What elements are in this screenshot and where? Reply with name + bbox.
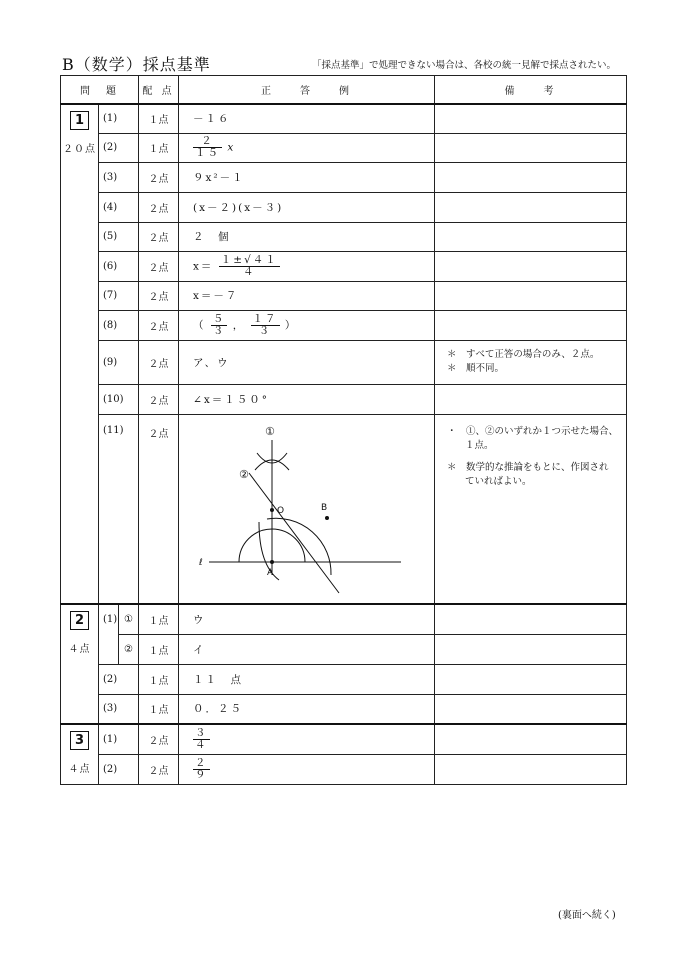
q1-box: 1 <box>70 111 89 130</box>
q1-4-pts: ２点 <box>139 192 179 222</box>
q2-1-sub2: ② <box>119 634 139 664</box>
fig-label-b: B <box>321 502 328 513</box>
q3-1-pts: ２点 <box>139 724 179 754</box>
q2-1-2-ans: イ <box>179 634 435 664</box>
fig-label-1: ① <box>265 424 275 438</box>
q2-3-num: (3) <box>99 694 139 724</box>
q2-total: ４点 <box>68 644 91 655</box>
table-row <box>61 281 627 310</box>
table-row <box>61 222 627 251</box>
q2-2-pts: １点 <box>139 664 179 694</box>
q1-6-ans: x＝ $\frac{1\pm√41}{4}$ <box>179 251 435 281</box>
q1-11-num: (11) <box>99 414 139 604</box>
q3-2-pts: ２点 <box>139 754 179 784</box>
q2-1-1-ans: ウ <box>179 604 435 634</box>
q1-10-ans: ∠x＝１５０° <box>179 384 435 414</box>
col-question: 問 題 <box>61 76 139 105</box>
q3-1-ans: $\frac{3}{4}$ <box>179 724 435 754</box>
col-points: 配 点 <box>139 76 179 105</box>
q1-8-num: (8) <box>99 310 139 340</box>
q1-9-ans: ア、ウ <box>179 340 435 384</box>
table-row <box>61 724 627 754</box>
q1-5-pts: ２点 <box>139 222 179 251</box>
q1-cell <box>61 104 99 604</box>
fig-label-l: ℓ <box>199 557 203 568</box>
q3-cell <box>61 724 99 784</box>
q1-7-num: (7) <box>99 281 139 310</box>
q2-box: 2 <box>70 611 89 630</box>
q1-3-num: (3) <box>99 162 139 192</box>
table-row <box>61 754 627 784</box>
col-remarks: 備 考 <box>435 76 627 105</box>
table-row <box>61 634 627 664</box>
point-o <box>270 508 274 512</box>
q1-3-pts: ２点 <box>139 162 179 192</box>
arc-circle <box>267 518 331 575</box>
q2-cell <box>61 604 99 724</box>
q1-4-num: (4) <box>99 192 139 222</box>
q1-7-ans: x＝－７ <box>179 281 435 310</box>
table-row <box>61 414 627 604</box>
q1-10-pts: ２点 <box>139 384 179 414</box>
q1-1-ans: －１６ <box>179 104 435 133</box>
footer-continue: (裏面へ続く) <box>558 910 616 921</box>
grading-note: 「採点基準」で処理できない場合は、各校の統一見解で採点されたい。 <box>312 60 617 71</box>
bisector-line <box>249 473 339 593</box>
table-row <box>61 162 627 192</box>
q1-1-num: (1) <box>99 104 139 133</box>
q3-2-num: (2) <box>99 754 139 784</box>
table-row <box>61 251 627 281</box>
point-b <box>325 516 329 520</box>
q1-8-pts: ２点 <box>139 310 179 340</box>
q2-2-ans: １１ 点 <box>179 664 435 694</box>
table-row <box>61 604 627 634</box>
q1-6-num: (6) <box>99 251 139 281</box>
q1-2-ans: $\frac{2}{15}$ x <box>179 133 435 162</box>
page-title: B（数学）採点基準 <box>62 55 211 74</box>
q1-9-pts: ２点 <box>139 340 179 384</box>
fig-label-2: ② <box>239 467 249 481</box>
col-answer: 正 答 例 <box>179 76 435 105</box>
table-row <box>61 340 627 384</box>
q1-4-ans: (x－２)(x－３) <box>179 192 435 222</box>
table-row <box>61 384 627 414</box>
q1-7-pts: ２点 <box>139 281 179 310</box>
q2-3-ans: ０．２５ <box>179 694 435 724</box>
q1-9-num: (9) <box>99 340 139 384</box>
q1-11-figure-cell <box>179 414 435 604</box>
q3-box: 3 <box>70 731 89 750</box>
q2-1-2-pts: １点 <box>139 634 179 664</box>
q1-6-pts: ２点 <box>139 251 179 281</box>
q1-11-pts: ２点 <box>139 414 179 604</box>
q1-total: ２０点 <box>63 144 96 155</box>
scoring-table <box>60 75 627 785</box>
q2-3-pts: １点 <box>139 694 179 724</box>
q1-2-num: (2) <box>99 133 139 162</box>
point-a <box>270 560 274 564</box>
table-row <box>61 664 627 694</box>
fig-label-a: A <box>267 567 274 578</box>
table-row <box>61 133 627 162</box>
q1-8-ans: （ $\frac{5}{3}$ ， $\frac{17}{3}$ ） <box>179 310 435 340</box>
q1-5-num: (5) <box>99 222 139 251</box>
table-row <box>61 694 627 724</box>
q1-2-pts: １点 <box>139 133 179 162</box>
table-header-row <box>61 76 627 105</box>
q1-1-pts: １点 <box>139 104 179 133</box>
q1-9-rem: ＊ すべて正答の場合のみ、２点。 ＊ 順不同。 <box>435 340 627 384</box>
q2-2-num: (2) <box>99 664 139 694</box>
construction-figure <box>179 415 435 603</box>
q1-11-rem: ・ ①、②のいずれか１つ示せた場合、 １点。 ＊ 数学的な推論をもとに、作図され ていればよい。 <box>435 414 627 604</box>
q3-total: ４点 <box>68 764 91 775</box>
table-row <box>61 192 627 222</box>
q1-3-ans: ９x²－１ <box>179 162 435 192</box>
table-row <box>61 104 627 133</box>
q2-1-1-pts: １点 <box>139 604 179 634</box>
q1-10-num: (10) <box>99 384 139 414</box>
fig-label-o: O <box>277 505 285 516</box>
q2-1-num: (1) <box>99 604 119 664</box>
q3-2-ans: $\frac{2}{9}$ <box>179 754 435 784</box>
q1-5-ans: ２ 個 <box>179 222 435 251</box>
q3-1-num: (1) <box>99 724 139 754</box>
table-row <box>61 310 627 340</box>
q2-1-sub1: ① <box>119 604 139 634</box>
q1-1-rem <box>435 104 627 133</box>
